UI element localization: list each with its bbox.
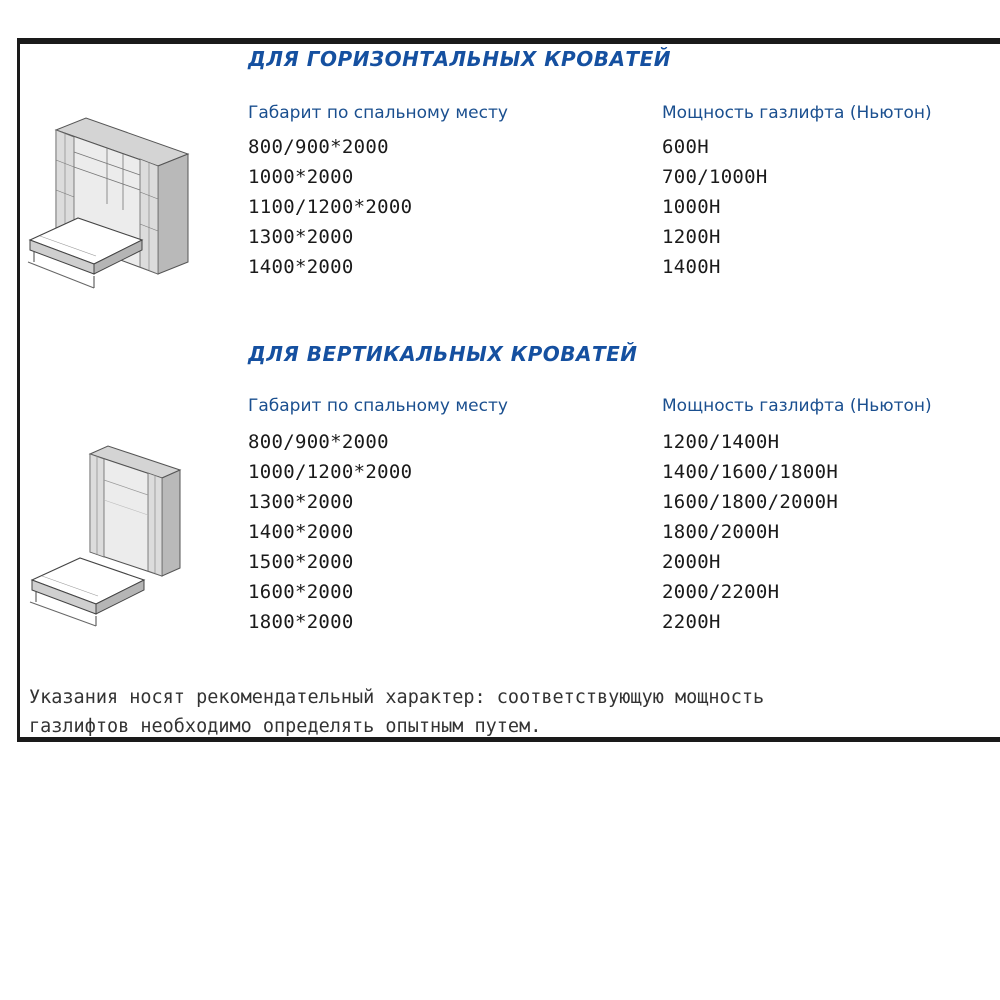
table-row: 1300*2000	[248, 226, 354, 248]
table-row: 1400Н	[662, 256, 721, 278]
vertical-force-list	[662, 427, 838, 637]
table-row: 700/1000Н	[662, 166, 768, 188]
table-row: 1600*2000	[248, 581, 354, 603]
horizontal-force-list	[662, 132, 768, 282]
note-line-1: Указания носят рекомендательный характер: соответствующую мощность	[29, 687, 765, 708]
table-row: 1800/2000Н	[662, 521, 780, 543]
table-row: 1800*2000	[248, 611, 354, 633]
table-row: 2000/2200Н	[662, 581, 780, 603]
table-row: 1100/1200*2000	[248, 196, 413, 218]
table-row: 1000Н	[662, 196, 721, 218]
table-row: 800/900*2000	[248, 431, 389, 453]
table-row: 1600/1800/2000Н	[662, 491, 839, 513]
table-row: 1400*2000	[248, 256, 354, 278]
table-row: 1400*2000	[248, 521, 354, 543]
horizontal-size-list	[248, 132, 412, 282]
horizontal-size-header: Габарит по спальному месту	[248, 103, 508, 123]
horizontal-wall-bed-illustration	[24, 112, 200, 297]
table-row: 800/900*2000	[248, 136, 389, 158]
table-row: 1500*2000	[248, 551, 354, 573]
vertical-beds-title: ДЛЯ ВЕРТИКАЛЬНЫХ КРОВАТЕЙ	[248, 342, 638, 366]
table-row: 1300*2000	[248, 491, 354, 513]
recommendation-note	[29, 683, 989, 741]
horizontal-force-header: Мощность газлифта (Ньютон)	[662, 103, 932, 123]
table-row: 600Н	[662, 136, 709, 158]
table-row: 1200Н	[662, 226, 721, 248]
vertical-size-header: Габарит по спальному месту	[248, 396, 508, 416]
table-row: 2200Н	[662, 611, 721, 633]
note-line-2: газлифтов необходимо определять опытным путем.	[29, 716, 542, 737]
vertical-wall-bed-illustration	[24, 440, 184, 630]
table-row: 2000Н	[662, 551, 721, 573]
table-row: 1000*2000	[248, 166, 354, 188]
table-row: 1400/1600/1800Н	[662, 461, 839, 483]
horizontal-beds-title: ДЛЯ ГОРИЗОНТАЛЬНЫХ КРОВАТЕЙ	[248, 47, 671, 71]
vertical-size-list	[248, 427, 412, 637]
vertical-force-header: Мощность газлифта (Ньютон)	[662, 396, 932, 416]
table-row: 1200/1400Н	[662, 431, 780, 453]
table-row: 1000/1200*2000	[248, 461, 413, 483]
